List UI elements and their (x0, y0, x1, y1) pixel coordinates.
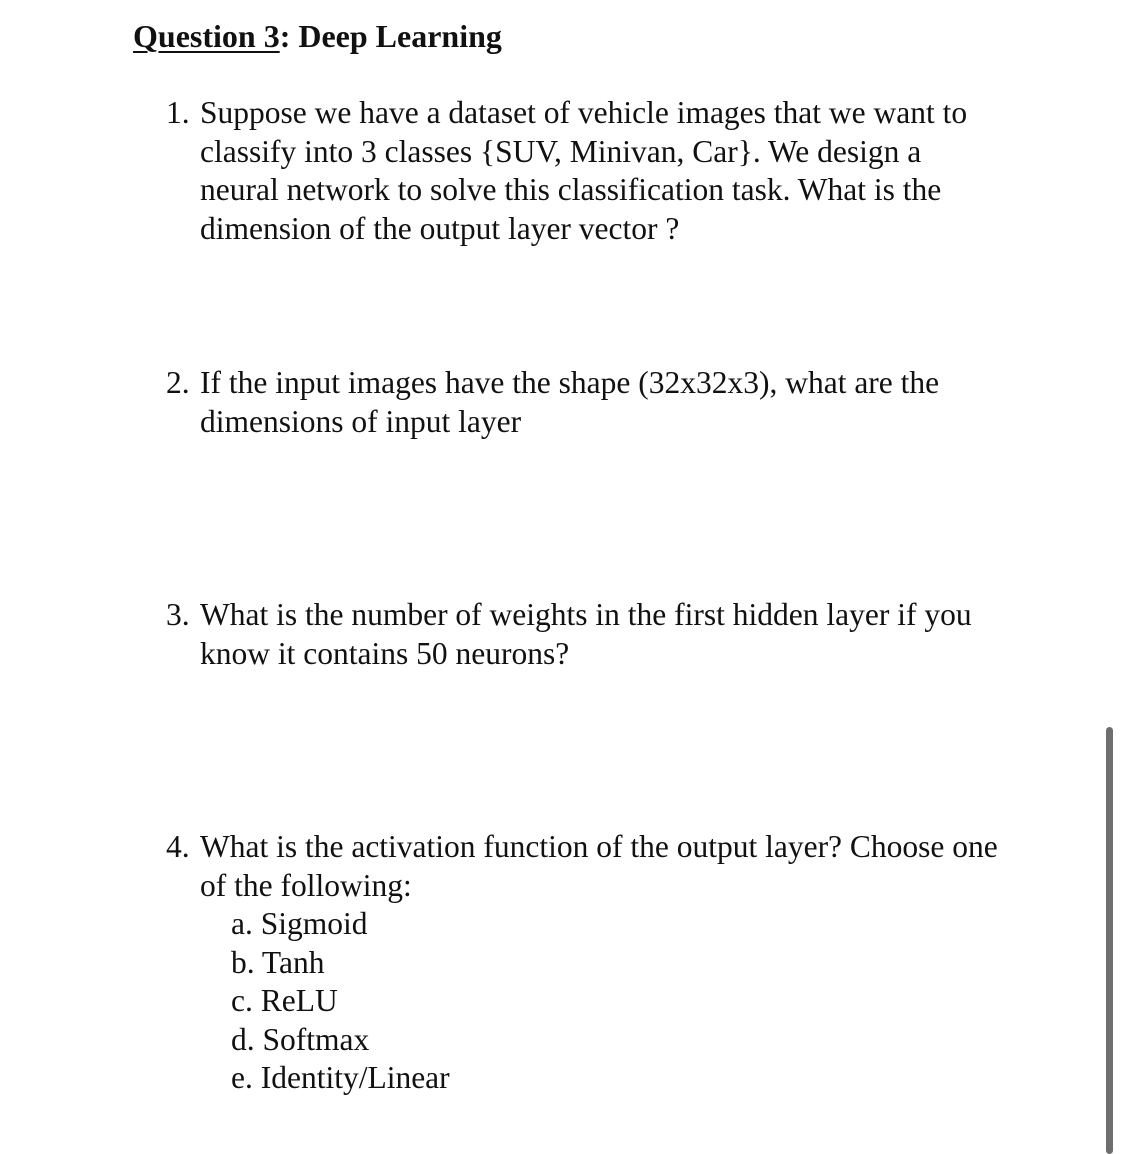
option-relu: c. ReLU (231, 983, 338, 1018)
question-text: Suppose we have a dataset of vehicle images that we want to classify into 3 classes {SUV, Minivan, Car}. We design a neural network to solve this classification task. What is the dimension of the output layer vector ? (200, 95, 968, 246)
question-item-2 (166, 364, 1006, 441)
question-text: What is the activation function of the output layer? Choose one of the following: (200, 829, 998, 903)
vertical-scrollbar[interactable] (1106, 727, 1113, 1154)
question-text: If the input images have the shape (32x32x3), what are the dimensions of input layer (200, 365, 940, 439)
option-sigmoid: a. Sigmoid (231, 906, 368, 941)
title-separator: : (279, 18, 291, 54)
question-label: Question 3 (133, 18, 280, 54)
question-number: 3. (166, 597, 190, 632)
question-topic: Deep Learning (290, 18, 502, 54)
page-title (133, 18, 502, 55)
question-number: 4. (166, 829, 190, 864)
question-item-1 (166, 94, 1006, 248)
question-number: 1. (166, 95, 190, 130)
option-softmax: d. Softmax (231, 1021, 370, 1057)
option-tanh: b. Tanh (231, 944, 325, 980)
question-number: 2. (166, 365, 190, 400)
question-item-4 (166, 828, 1006, 1098)
answer-options (231, 905, 1006, 1098)
option-identity-linear: e. Identity/Linear (231, 1060, 450, 1095)
question-item-3 (166, 596, 1006, 673)
question-text: What is the number of weights in the first hidden layer if you know it contains 50 neurons? (200, 597, 972, 671)
